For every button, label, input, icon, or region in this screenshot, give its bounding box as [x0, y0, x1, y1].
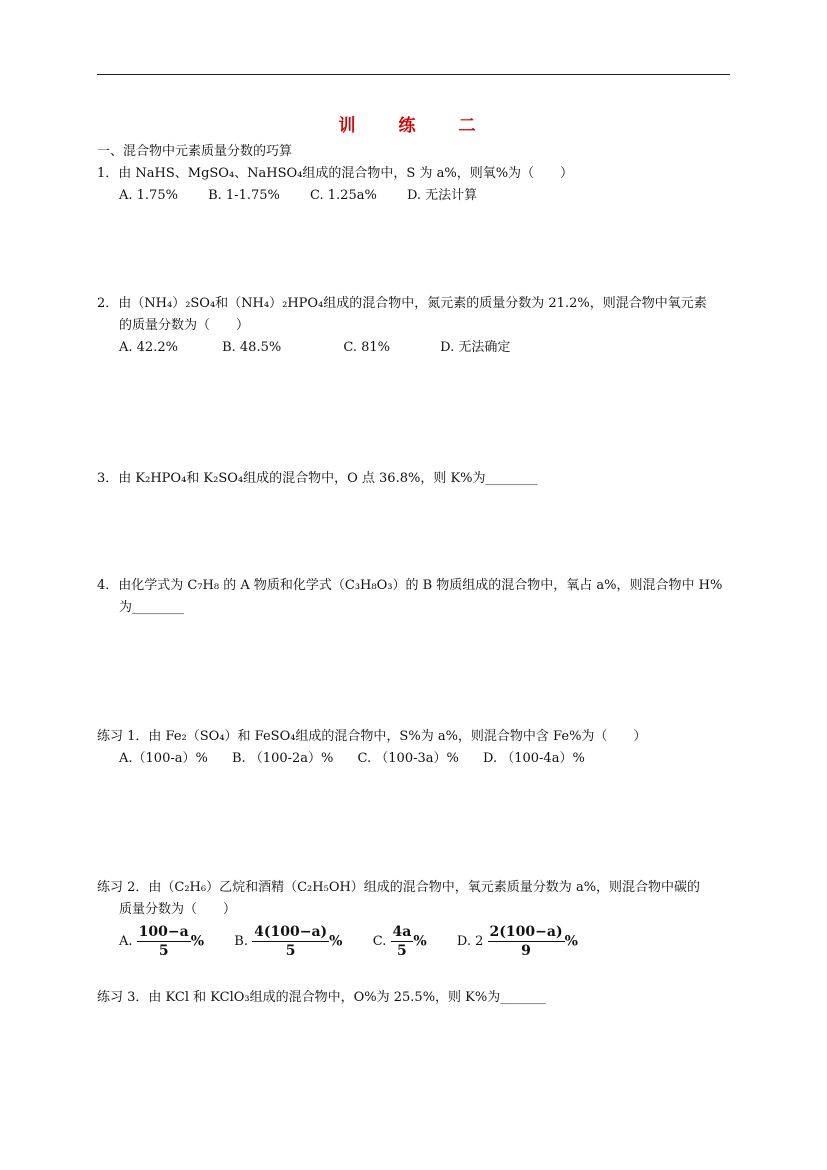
option-b: B. 48.5% [222, 340, 282, 355]
fraction: $\frac{2(100-a)}{9}$ [489, 924, 563, 959]
practice-2-line-1: 练习 2．由（C₂H₆）乙烷和酒精（C₂H₅OH）组成的混合物中，氧元素质量分数为 a%，则混合物中碳的 [97, 880, 701, 895]
fraction: $\frac{4(100-a)}{5}$ [254, 924, 328, 959]
option-c: C. $\frac{4a}{5}$ % [372, 924, 427, 959]
option-c: C. 81% [343, 340, 391, 355]
header-rule [97, 74, 730, 75]
option-c: C. （100-3a）% [357, 751, 459, 766]
option-d: D. 无法确定 [440, 340, 511, 355]
option-b: B. $\frac{4(100-a)}{5}$ % [234, 924, 343, 959]
question-2-line-2: 的质量分数为（ ） [119, 318, 250, 333]
option-d: D. （100-4a）% [483, 751, 585, 766]
option-d: D. 2 $\frac{2(100-a)}{9}$ % [456, 924, 578, 959]
practice-1-options [119, 751, 585, 767]
practice-2-options [119, 924, 578, 959]
practice-1: 练习 1．由 Fe₂（SO₄）和 FeSO₄组成的混合物中，S%为 a%，则混合物中含 Fe%为（ ） [97, 729, 647, 744]
option-a: A. 42.2% [119, 340, 178, 355]
option-b: B. （100-2a）% [231, 751, 334, 766]
page-title: 训 练 二 [338, 116, 489, 136]
practice-2-line-2: 质量分数为（ ） [119, 902, 237, 917]
option-a: A.（100-a）% [119, 751, 208, 766]
option-a: A. 1.75% [119, 188, 178, 203]
option-a: A. $\frac{100-a}{5}$ % [119, 924, 205, 959]
question-1: 1．由 NaHS、MgSO₄、NaHSO₄组成的混合物中，S 为 a%，则氧%为（ ） [97, 166, 574, 181]
option-d: D. 无法计算 [406, 188, 478, 203]
practice-3: 练习 3．由 KCl 和 KClO₃组成的混合物中，O%为 25.5%，则 K%为_______ [97, 990, 546, 1005]
question-2-line-1: 2．由（NH₄）₂SO₄和（NH₄）₂HPO₄组成的混合物中，氮元素的质量分数为 21.2%，则混合物中氧元素 [97, 296, 707, 311]
option-c: C. 1.25a% [310, 188, 377, 203]
question-3: 3．由 K₂HPO₄和 K₂SO₄组成的混合物中，O 点 36.8%，则 K%为________ [97, 471, 538, 486]
question-1-options [119, 188, 477, 204]
fraction: $\frac{100-a}{5}$ [138, 924, 189, 959]
section-heading: 一、混合物中元素质量分数的巧算 [97, 144, 293, 159]
question-4-line-1: 4．由化学式为 C₇H₈ 的 A 物质和化学式（C₃H₈O₃）的 B 物质组成的混合物中，氧占 a%，则混合物中 H% [97, 578, 723, 593]
option-b: B. 1-1.75% [208, 188, 280, 203]
question-4-line-2: 为________ [119, 600, 185, 615]
question-2-options [119, 340, 510, 356]
fraction: $\frac{4a}{5}$ [392, 924, 412, 959]
